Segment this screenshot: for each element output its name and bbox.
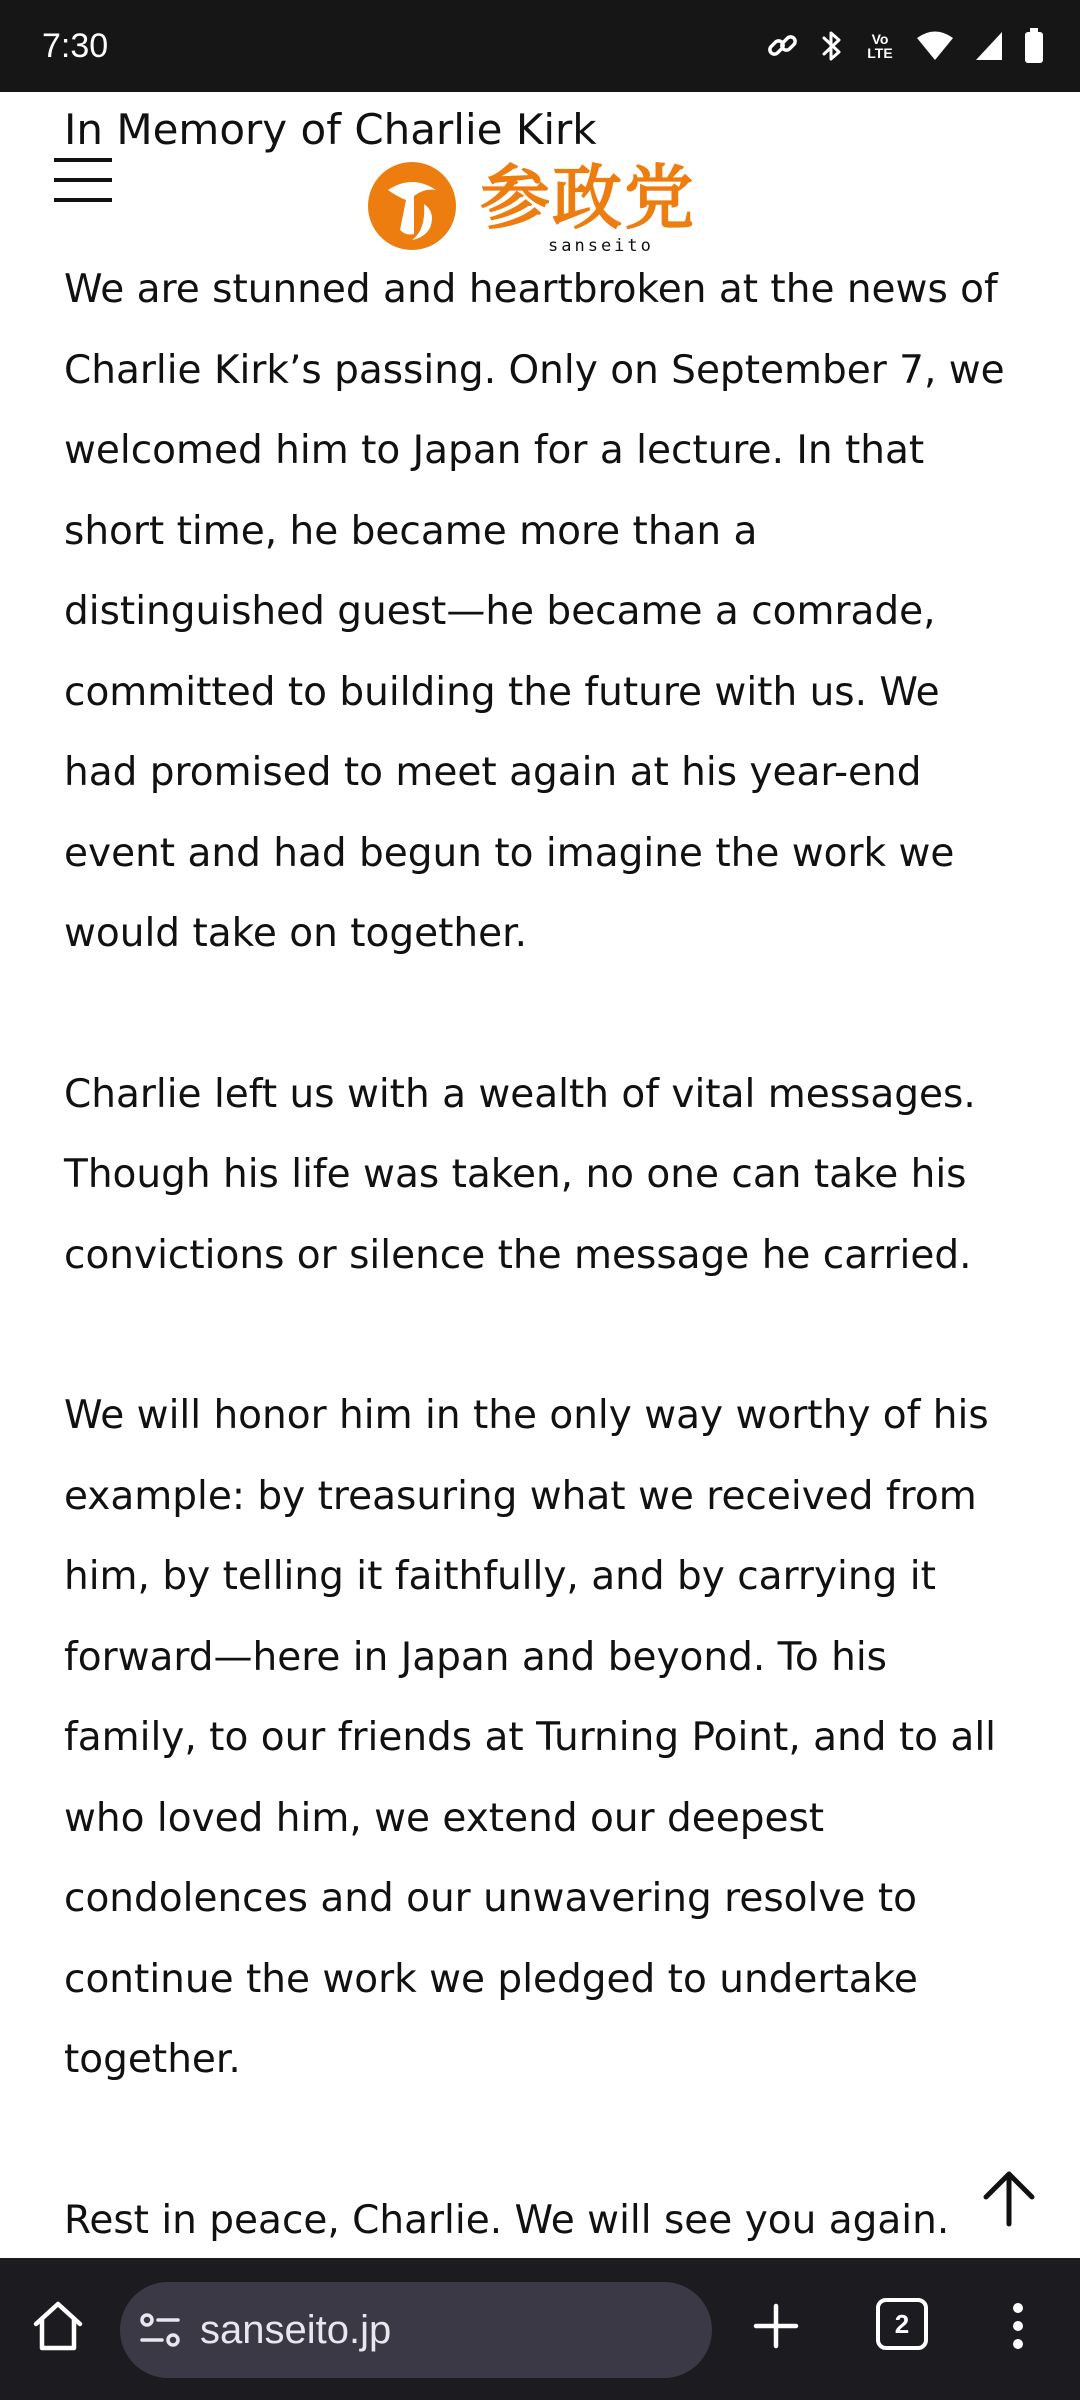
volte-line1: Vo	[871, 31, 889, 47]
paragraph-2: Charlie left us with a wealth of vital messages. Though his life was taken, no one can take his convictions or silence the message he carried.	[64, 1071, 976, 1278]
paragraph-1: We are stunned and heartbroken at the news of Charlie Kirk’s passing. Only on September 7, we welcomed him to Japan for a lecture. In that short time, he became more than a distinguished guest—he became a comrade, committed to building the future with us. We had promised to meet again at his year-end event and had begun to imagine the work we would take on together.	[64, 267, 1005, 956]
logo-subtitle: sanseito	[548, 236, 654, 256]
wifi-icon	[916, 30, 954, 62]
address-bar[interactable]	[120, 2282, 712, 2378]
volte-icon	[864, 32, 896, 60]
volte-line2: LTE	[867, 45, 893, 61]
hamburger-menu-icon[interactable]	[54, 158, 116, 202]
battery-icon	[1024, 28, 1044, 64]
paragraph-3: We will honor him in the only way worthy of his example: by treasuring what we received from him, by telling it faithfully, and by carrying it forward—here in Japan and beyond. To his family, to our friends at Turning Point, and to all who loved him, we extend our deepest condolences and our unwavering resolve to continue the work we pledged to undertake together.	[64, 1393, 997, 2082]
url-text[interactable]: sanseito.jp	[200, 2308, 392, 2352]
signal-icon	[974, 30, 1004, 62]
tab-switcher-icon[interactable]: 2	[876, 2298, 928, 2350]
browser-bottom-bar	[0, 2258, 1080, 2400]
status-bar	[0, 0, 1080, 92]
logo-mark-icon	[366, 160, 458, 252]
article-body	[64, 250, 1024, 2261]
home-icon[interactable]	[26, 2294, 90, 2358]
paragraph-4: Rest in peace, Charlie. We will see you again.	[64, 2197, 950, 2243]
page-title: In Memory of Charlie Kirk	[64, 105, 597, 154]
logo-text: 参政党	[480, 157, 696, 239]
status-icons	[766, 24, 1044, 68]
plus-icon[interactable]	[748, 2298, 804, 2354]
more-vert-icon[interactable]	[1000, 2298, 1036, 2354]
arrow-up-icon[interactable]	[978, 2166, 1040, 2228]
link-icon	[766, 29, 800, 63]
status-time: 7:30	[42, 27, 109, 65]
page-header	[0, 92, 1080, 262]
site-settings-icon[interactable]	[138, 2310, 182, 2350]
bluetooth-icon	[820, 28, 844, 64]
